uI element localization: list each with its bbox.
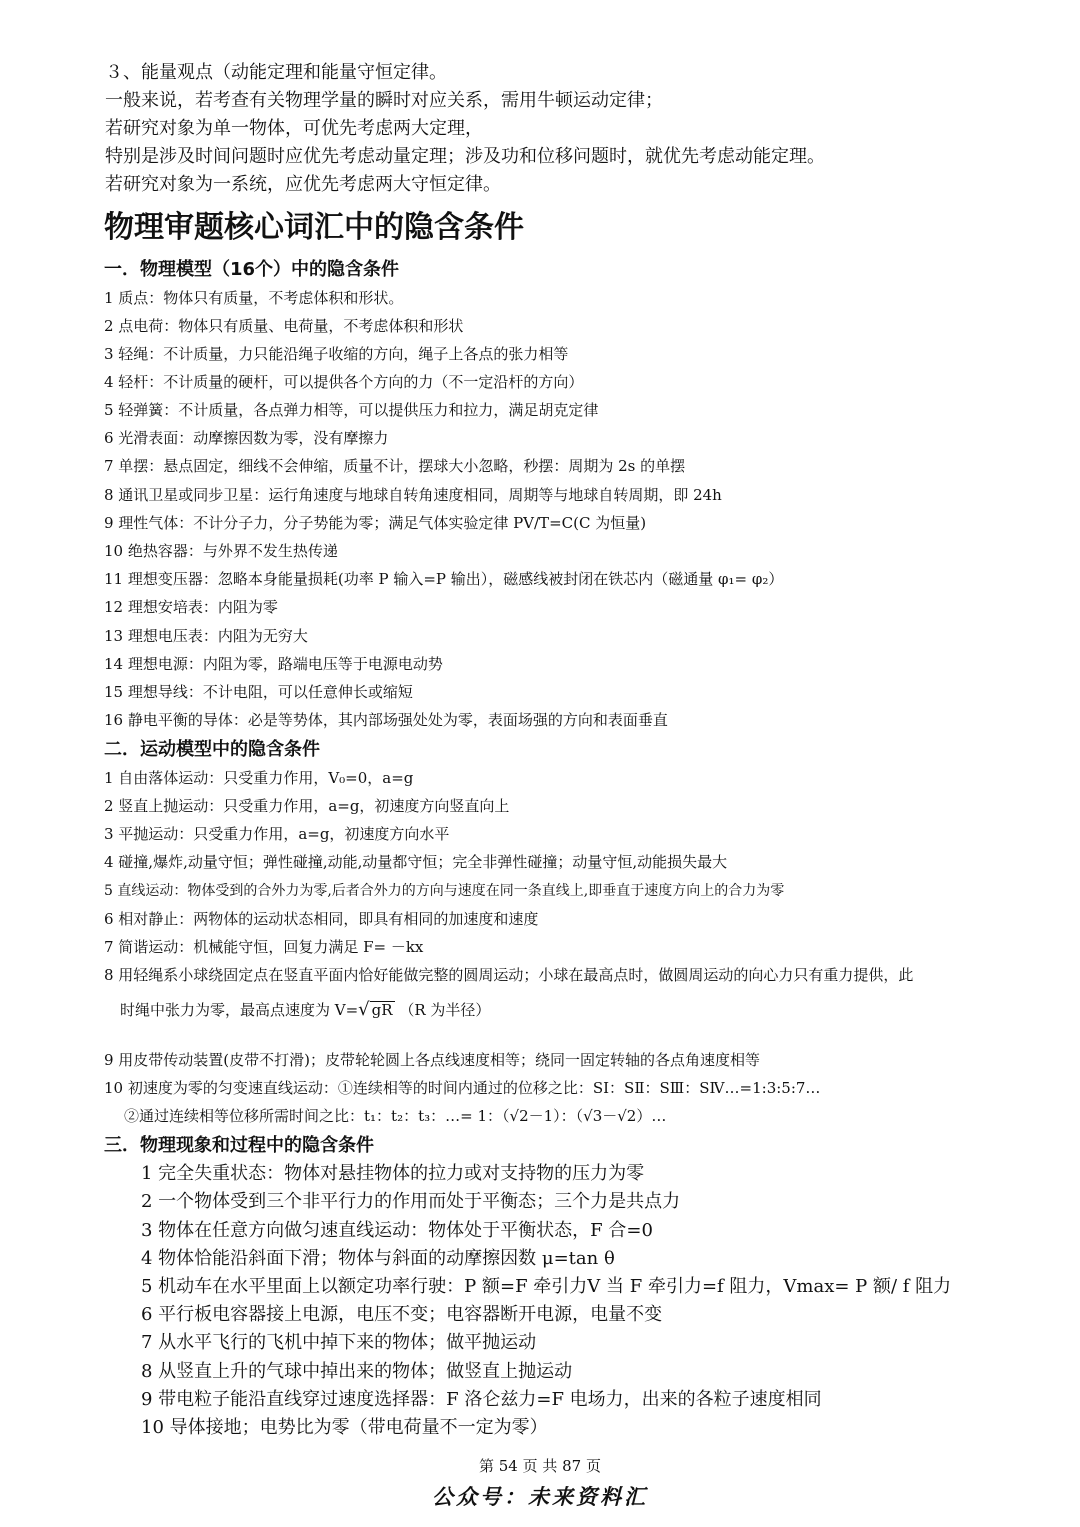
list-item: 8 用轻绳系小球绕固定点在竖直平面内恰好能做完整的圆周运动；小球在最高点时，做圆周运动的向心力只有重力提供，此	[104, 966, 914, 984]
brand-watermark: 公众号：未来资料汇	[432, 1484, 648, 1509]
list-item: 9 带电粒子能沿直线穿过速度选择器：F 洛仑兹力=F 电场力，出来的各粒子速度相同	[141, 1389, 822, 1410]
list-item: 3 物体在任意方向做匀速直线运动：物体处于平衡状态，F 合=0	[141, 1220, 653, 1241]
intro-line-3: 若研究对象为单一物体，可优先考虑两大定理，	[105, 118, 483, 139]
section-1-heading: 一．物理模型（16个）中的隐含条件	[104, 259, 400, 280]
page-number: 第 54 页 共 87 页	[478, 1457, 601, 1475]
item8-prefix: 时绳中张力为零，最高点速度为 V=	[120, 1001, 359, 1019]
section-2-heading: 二．运动模型中的隐含条件	[104, 739, 320, 760]
list-item: 7 简谐运动：机械能守恒，回复力满足 F= －kx	[104, 938, 424, 956]
intro-line-5: 若研究对象为一系统，应优先考虑两大守恒定律。	[105, 174, 501, 195]
section-3-heading: 三．物理现象和过程中的隐含条件	[104, 1135, 374, 1156]
list-item: 5 轻弹簧：不计质量，各点弹力相等，可以提供压力和拉力，满足胡克定律	[104, 401, 599, 419]
list-item: 1 质点：物体只有质量，不考虑体积和形状。	[104, 289, 404, 307]
list-item: 7 单摆：悬点固定，细线不会伸缩，质量不计，摆球大小忽略，秒摆：周期为 2s 的单摆	[104, 457, 686, 475]
list-item: 10 导体接地；电势比为零（带电荷量不一定为零）	[141, 1417, 548, 1438]
item8-suffix: （R 为半径）	[399, 1001, 491, 1019]
list-item: 5 机动车在水平里面上以额定功率行驶：P 额=F 牵引力V 当 F 牵引力=f 阻力，Vmax= P 额/ f 阻力	[141, 1276, 952, 1297]
list-item: 12 理想安培表：内阻为零	[104, 598, 278, 616]
list-item: 6 平行板电容器接上电源，电压不变；电容器断开电源，电量不变	[141, 1304, 663, 1325]
list-item: 2 点电荷：物体只有质量、电荷量，不考虑体积和形状	[104, 317, 464, 335]
list-item: 1 自由落体运动：只受重力作用，V₀=0，a=g	[104, 769, 414, 787]
intro-line-1: ３、能量观点（动能定理和能量守恒定律。	[105, 62, 447, 83]
list-item: 16 静电平衡的导体：必是等势体，其内部场强处处为零，表面场强的方向和表面垂直	[104, 711, 668, 729]
page-title: 物理审题核心词汇中的隐含条件	[104, 210, 524, 245]
item8-radicand: gR	[371, 1001, 393, 1019]
list-item: 4 碰撞,爆炸,动量守恒；弹性碰撞,动能,动量都守恒；完全非弹性碰撞；动量守恒,动能损失最大	[104, 853, 728, 871]
list-item: 14 理想电源：内阻为零，路端电压等于电源电动势	[104, 655, 443, 673]
list-item: 4 轻杆：不计质量的硬杆，可以提供各个方向的力（不一定沿杆的方向）	[104, 373, 584, 391]
intro-line-2: 一般来说，若考查有关物理学量的瞬时对应关系，需用牛顿运动定律；	[105, 90, 663, 111]
intro-line-4: 特别是涉及时间问题时应优先考虑动量定理；涉及功和位移问题时，就优先考虑动能定理。	[105, 146, 825, 167]
list-item: 10 绝热容器：与外界不发生热传递	[104, 542, 338, 560]
list-item: 5 直线运动：物体受到的合外力为零,后者合外力的方向与速度在同一条直线上,即垂直于速度方向上的合力为零	[104, 883, 785, 899]
list-item: 1 完全失重状态：物体对悬挂物体的拉力或对支持物的压力为零	[141, 1163, 645, 1184]
list-item: 10 初速度为零的匀变速直线运动：①连续相等的时间内通过的位移之比：SⅠ：SⅡ：SⅢ：SⅣ…=1:3:5:7…	[104, 1079, 821, 1097]
list-item: 4 物体恰能沿斜面下滑；物体与斜面的动摩擦因数 μ=tan θ	[141, 1248, 615, 1269]
list-item: 9 理性气体：不计分子力，分子势能为零；满足气体实验定律 PV/T=C(C 为恒量)	[104, 514, 647, 532]
list-item: 2 竖直上抛运动：只受重力作用，a=g，初速度方向竖直向上	[104, 797, 510, 815]
list-item: ②通过连续相等位移所需时间之比：t₁：t₂：t₃：…= 1：（√2－1）：（√3－√2）…	[124, 1107, 667, 1125]
list-item: 7 从水平飞行的飞机中掉下来的物体；做平抛运动	[141, 1332, 537, 1353]
list-item: 8 通讯卫星或同步卫星：运行角速度与地球自转角速度相同，周期等与地球自转周期，即 24h	[104, 486, 722, 504]
list-item: 3 轻绳：不计质量，力只能沿绳子收缩的方向，绳子上各点的张力相等	[104, 345, 569, 363]
list-item: 13 理想电压表：内阻为无穷大	[104, 627, 308, 645]
list-item: 6 光滑表面：动摩擦因数为零，没有摩擦力	[104, 429, 389, 447]
list-item: 11 理想变压器：忽略本身能量损耗(功率 P 输入=P 输出），磁感线被封闭在铁芯内（磁通量 φ₁= φ₂）	[104, 570, 784, 588]
list-item: 15 理想导线：不计电阻，可以任意伸长或缩短	[104, 683, 413, 701]
list-item: 9 用皮带传动装置(皮带不打滑)；皮带轮轮圆上各点线速度相等；绕同一固定转轴的各点角速度相等	[104, 1051, 761, 1069]
list-item-continuation	[120, 999, 490, 1020]
list-item: 3 平抛运动：只受重力作用，a=g，初速度方向水平	[104, 825, 450, 843]
list-item: 8 从竖直上升的气球中掉出来的物体；做竖直上抛运动	[141, 1361, 573, 1382]
list-item: 2 一个物体受到三个非平行力的作用而处于平衡态；三个力是共点力	[141, 1191, 681, 1212]
list-item: 6 相对静止：两物体的运动状态相同，即具有相同的加速度和速度	[104, 910, 539, 928]
sqrt-icon: √	[358, 999, 370, 1020]
